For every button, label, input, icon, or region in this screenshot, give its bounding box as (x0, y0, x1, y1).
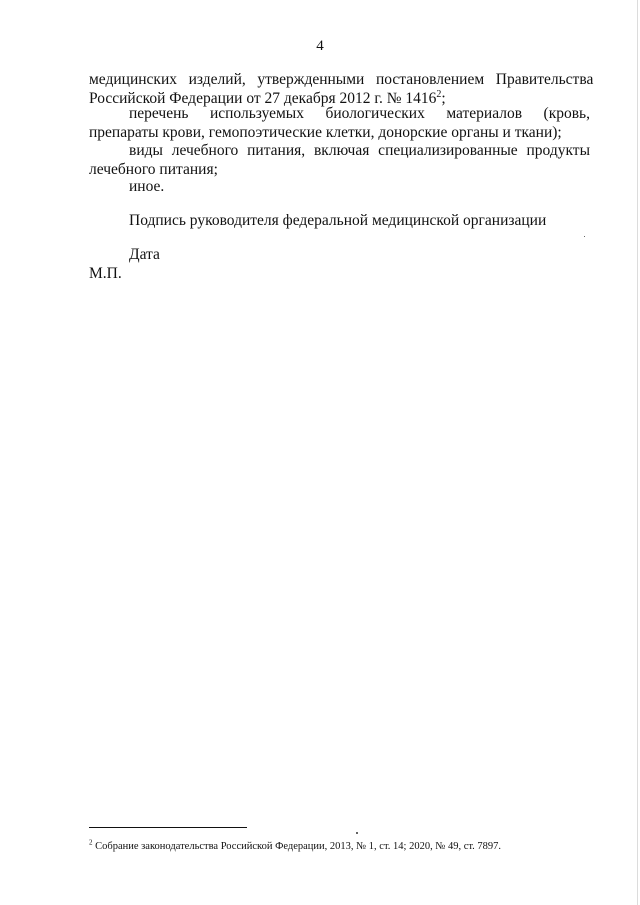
paragraph-line-2-tail: ; (441, 90, 446, 107)
footnote-marker: 2 (89, 838, 93, 847)
date-label: Дата (129, 246, 160, 263)
footnote-divider (89, 827, 247, 828)
signature-line (89, 211, 590, 230)
scan-edge-line (637, 0, 638, 905)
paragraph-biological-materials-text: перечень используемых биологических материалов (кровь, препараты крови, гемопоэтические клетки, донорские органы и ткани); (89, 105, 590, 141)
paragraph-medical-devices (89, 70, 594, 108)
scan-speck (356, 832, 358, 834)
paragraph-medical-nutrition (89, 141, 590, 179)
paragraph-biological-materials (89, 104, 590, 142)
stamp-label: М.П. (89, 265, 122, 282)
footnote-text: Собрание законодательства Российской Федерации, 2013, № 1, ст. 14; 2020, № 49, ст. 7897. (95, 841, 502, 852)
signature-label: Подпись руководителя федеральной медицинской организации (129, 212, 547, 229)
paragraph-line-1: медицинских изделий, утвержденными постановлением Правительства (89, 71, 594, 88)
scan-speck (584, 236, 585, 237)
date-line (89, 245, 590, 264)
paragraph-medical-nutrition-text: виды лечебного питания, включая специализированные продукты лечебного питания; (89, 142, 590, 178)
page-number: 4 (316, 38, 324, 54)
stamp-line (89, 264, 590, 283)
paragraph-other (89, 177, 590, 196)
paragraph-line-2-text: Российской Федерации от 27 декабря 2012 г. № 1416 (89, 90, 437, 107)
paragraph-other-text: иное. (129, 178, 165, 195)
footnote (89, 840, 599, 853)
footnote-reference: 2 (436, 88, 442, 100)
